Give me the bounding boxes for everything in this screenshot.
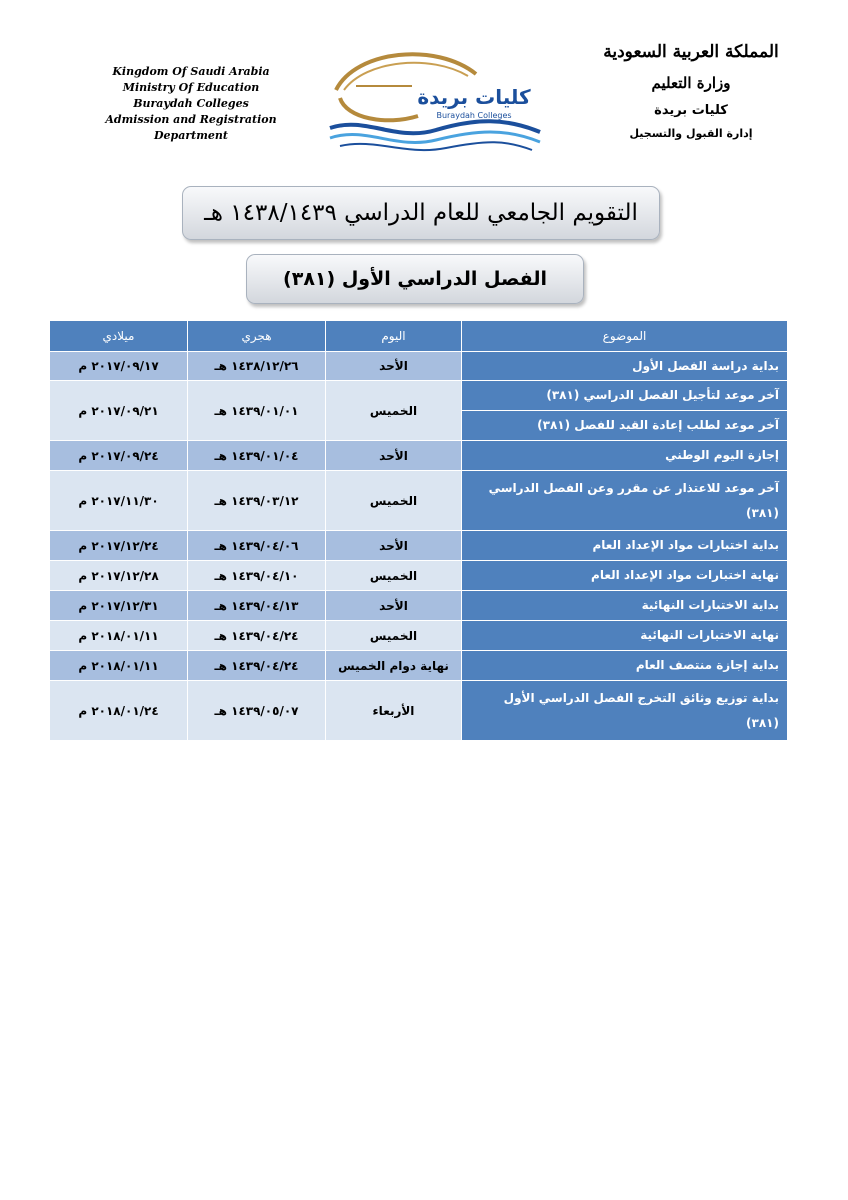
header-arabic-block xyxy=(596,40,786,142)
cell-topic: آخر موعد للاعتذار عن مقرر وعن الفصل الدراسي (٣٨١) xyxy=(462,471,788,531)
cell-topic: آخر موعد لطلب إعادة القيد للفصل (٣٨١) xyxy=(462,411,788,441)
table-row xyxy=(50,681,788,741)
table-row xyxy=(50,561,788,591)
cell-hijri: ١٤٣٩/٠٤/١٣ هـ xyxy=(188,591,326,621)
cell-gregorian: ٢٠١٨/٠١/١١ م xyxy=(50,651,188,681)
header-en-line: Buraydah Colleges xyxy=(133,97,249,110)
header-en-line: Kingdom Of Saudi Arabia xyxy=(112,65,270,78)
header-ar-kingdom: المملكة العربية السعودية xyxy=(603,42,779,62)
cell-hijri: ١٤٣٩/٠٤/٢٤ هـ xyxy=(188,621,326,651)
logo-arabic-text: كليات بريدة xyxy=(417,85,531,109)
cell-topic: نهاية اختبارات مواد الإعداد العام xyxy=(462,561,788,591)
calendar-title: التقويم الجامعي للعام الدراسي ١٤٣٨/١٤٣٩ هـ xyxy=(204,200,638,226)
cell-topic: إجازة اليوم الوطني xyxy=(462,441,788,471)
table-row xyxy=(50,531,788,561)
cell-day: الخميس xyxy=(326,561,462,591)
cell-day: الخميس xyxy=(326,381,462,441)
header-topic: الموضوع xyxy=(462,321,788,352)
table-row xyxy=(50,352,788,381)
cell-hijri: ١٤٣٩/٠٤/٢٤ هـ xyxy=(188,651,326,681)
header-gregorian: ميلادي xyxy=(50,321,188,352)
cell-topic: بداية اختبارات مواد الإعداد العام xyxy=(462,531,788,561)
cell-topic: نهاية الاختبارات النهائية xyxy=(462,621,788,651)
cell-gregorian: ٢٠١٧/١٢/٣١ م xyxy=(50,591,188,621)
calendar-title-box xyxy=(182,186,660,240)
header-ar-department: إدارة القبول والتسجيل xyxy=(629,127,753,140)
table-header-row xyxy=(50,321,788,352)
cell-topic: بداية إجازة منتصف العام xyxy=(462,651,788,681)
cell-hijri: ١٤٣٩/٠٤/١٠ هـ xyxy=(188,561,326,591)
cell-hijri: ١٤٣٨/١٢/٢٦ هـ xyxy=(188,352,326,381)
cell-topic: آخر موعد لتأجيل الفصل الدراسي (٣٨١) xyxy=(462,381,788,411)
header-english-block xyxy=(80,64,302,144)
cell-day: الأحد xyxy=(326,531,462,561)
cell-gregorian: ٢٠١٨/٠١/١١ م xyxy=(50,621,188,651)
semester-title-box xyxy=(246,254,584,304)
cell-hijri: ١٤٣٩/٠١/٠٤ هـ xyxy=(188,441,326,471)
table-row xyxy=(50,621,788,651)
cell-day: الأربعاء xyxy=(326,681,462,741)
cell-gregorian: ٢٠١٨/٠١/٢٤ م xyxy=(50,681,188,741)
cell-gregorian: ٢٠١٧/١٢/٢٨ م xyxy=(50,561,188,591)
cell-hijri: ١٤٣٩/٠٤/٠٦ هـ xyxy=(188,531,326,561)
table-row xyxy=(50,651,788,681)
table-row xyxy=(50,441,788,471)
header-ar-ministry: وزارة التعليم xyxy=(651,74,731,92)
cell-gregorian: ٢٠١٧/٠٩/٢٤ م xyxy=(50,441,188,471)
cell-gregorian: ٢٠١٧/٠٩/١٧ م xyxy=(50,352,188,381)
cell-topic: بداية توزيع وثائق التخرج الفصل الدراسي الأول (٣٨١) xyxy=(462,681,788,741)
header-en-line: Admission and Registration Department xyxy=(105,113,277,142)
header-day: اليوم xyxy=(326,321,462,352)
cell-day: الخميس xyxy=(326,621,462,651)
header-hijri: هجري xyxy=(188,321,326,352)
cell-hijri: ١٤٣٩/٠٥/٠٧ هـ xyxy=(188,681,326,741)
table-row xyxy=(50,471,788,531)
cell-day: الأحد xyxy=(326,352,462,381)
cell-hijri: ١٤٣٩/٠٣/١٢ هـ xyxy=(188,471,326,531)
header-ar-college: كليات بريدة xyxy=(654,103,728,118)
cell-gregorian: ٢٠١٧/٠٩/٢١ م xyxy=(50,381,188,441)
cell-day: الأحد xyxy=(326,441,462,471)
cell-gregorian: ٢٠١٧/١١/٣٠ م xyxy=(50,471,188,531)
cell-gregorian: ٢٠١٧/١٢/٢٤ م xyxy=(50,531,188,561)
table-row xyxy=(50,381,788,411)
logo-english-text: Buraydah Colleges xyxy=(436,111,512,120)
cell-day: نهاية دوام الخميس xyxy=(326,651,462,681)
cell-day: الخميس xyxy=(326,471,462,531)
table-row xyxy=(50,591,788,621)
header-en-line: Ministry Of Education xyxy=(122,81,260,94)
buraydah-colleges-logo xyxy=(326,46,546,156)
semester-title: الفصل الدراسي الأول (٣٨١) xyxy=(283,268,547,290)
cell-hijri: ١٤٣٩/٠١/٠١ هـ xyxy=(188,381,326,441)
cell-day: الأحد xyxy=(326,591,462,621)
calendar-table xyxy=(49,320,788,741)
cell-topic: بداية دراسة الفصل الأول xyxy=(462,352,788,381)
cell-topic: بداية الاختبارات النهائية xyxy=(462,591,788,621)
